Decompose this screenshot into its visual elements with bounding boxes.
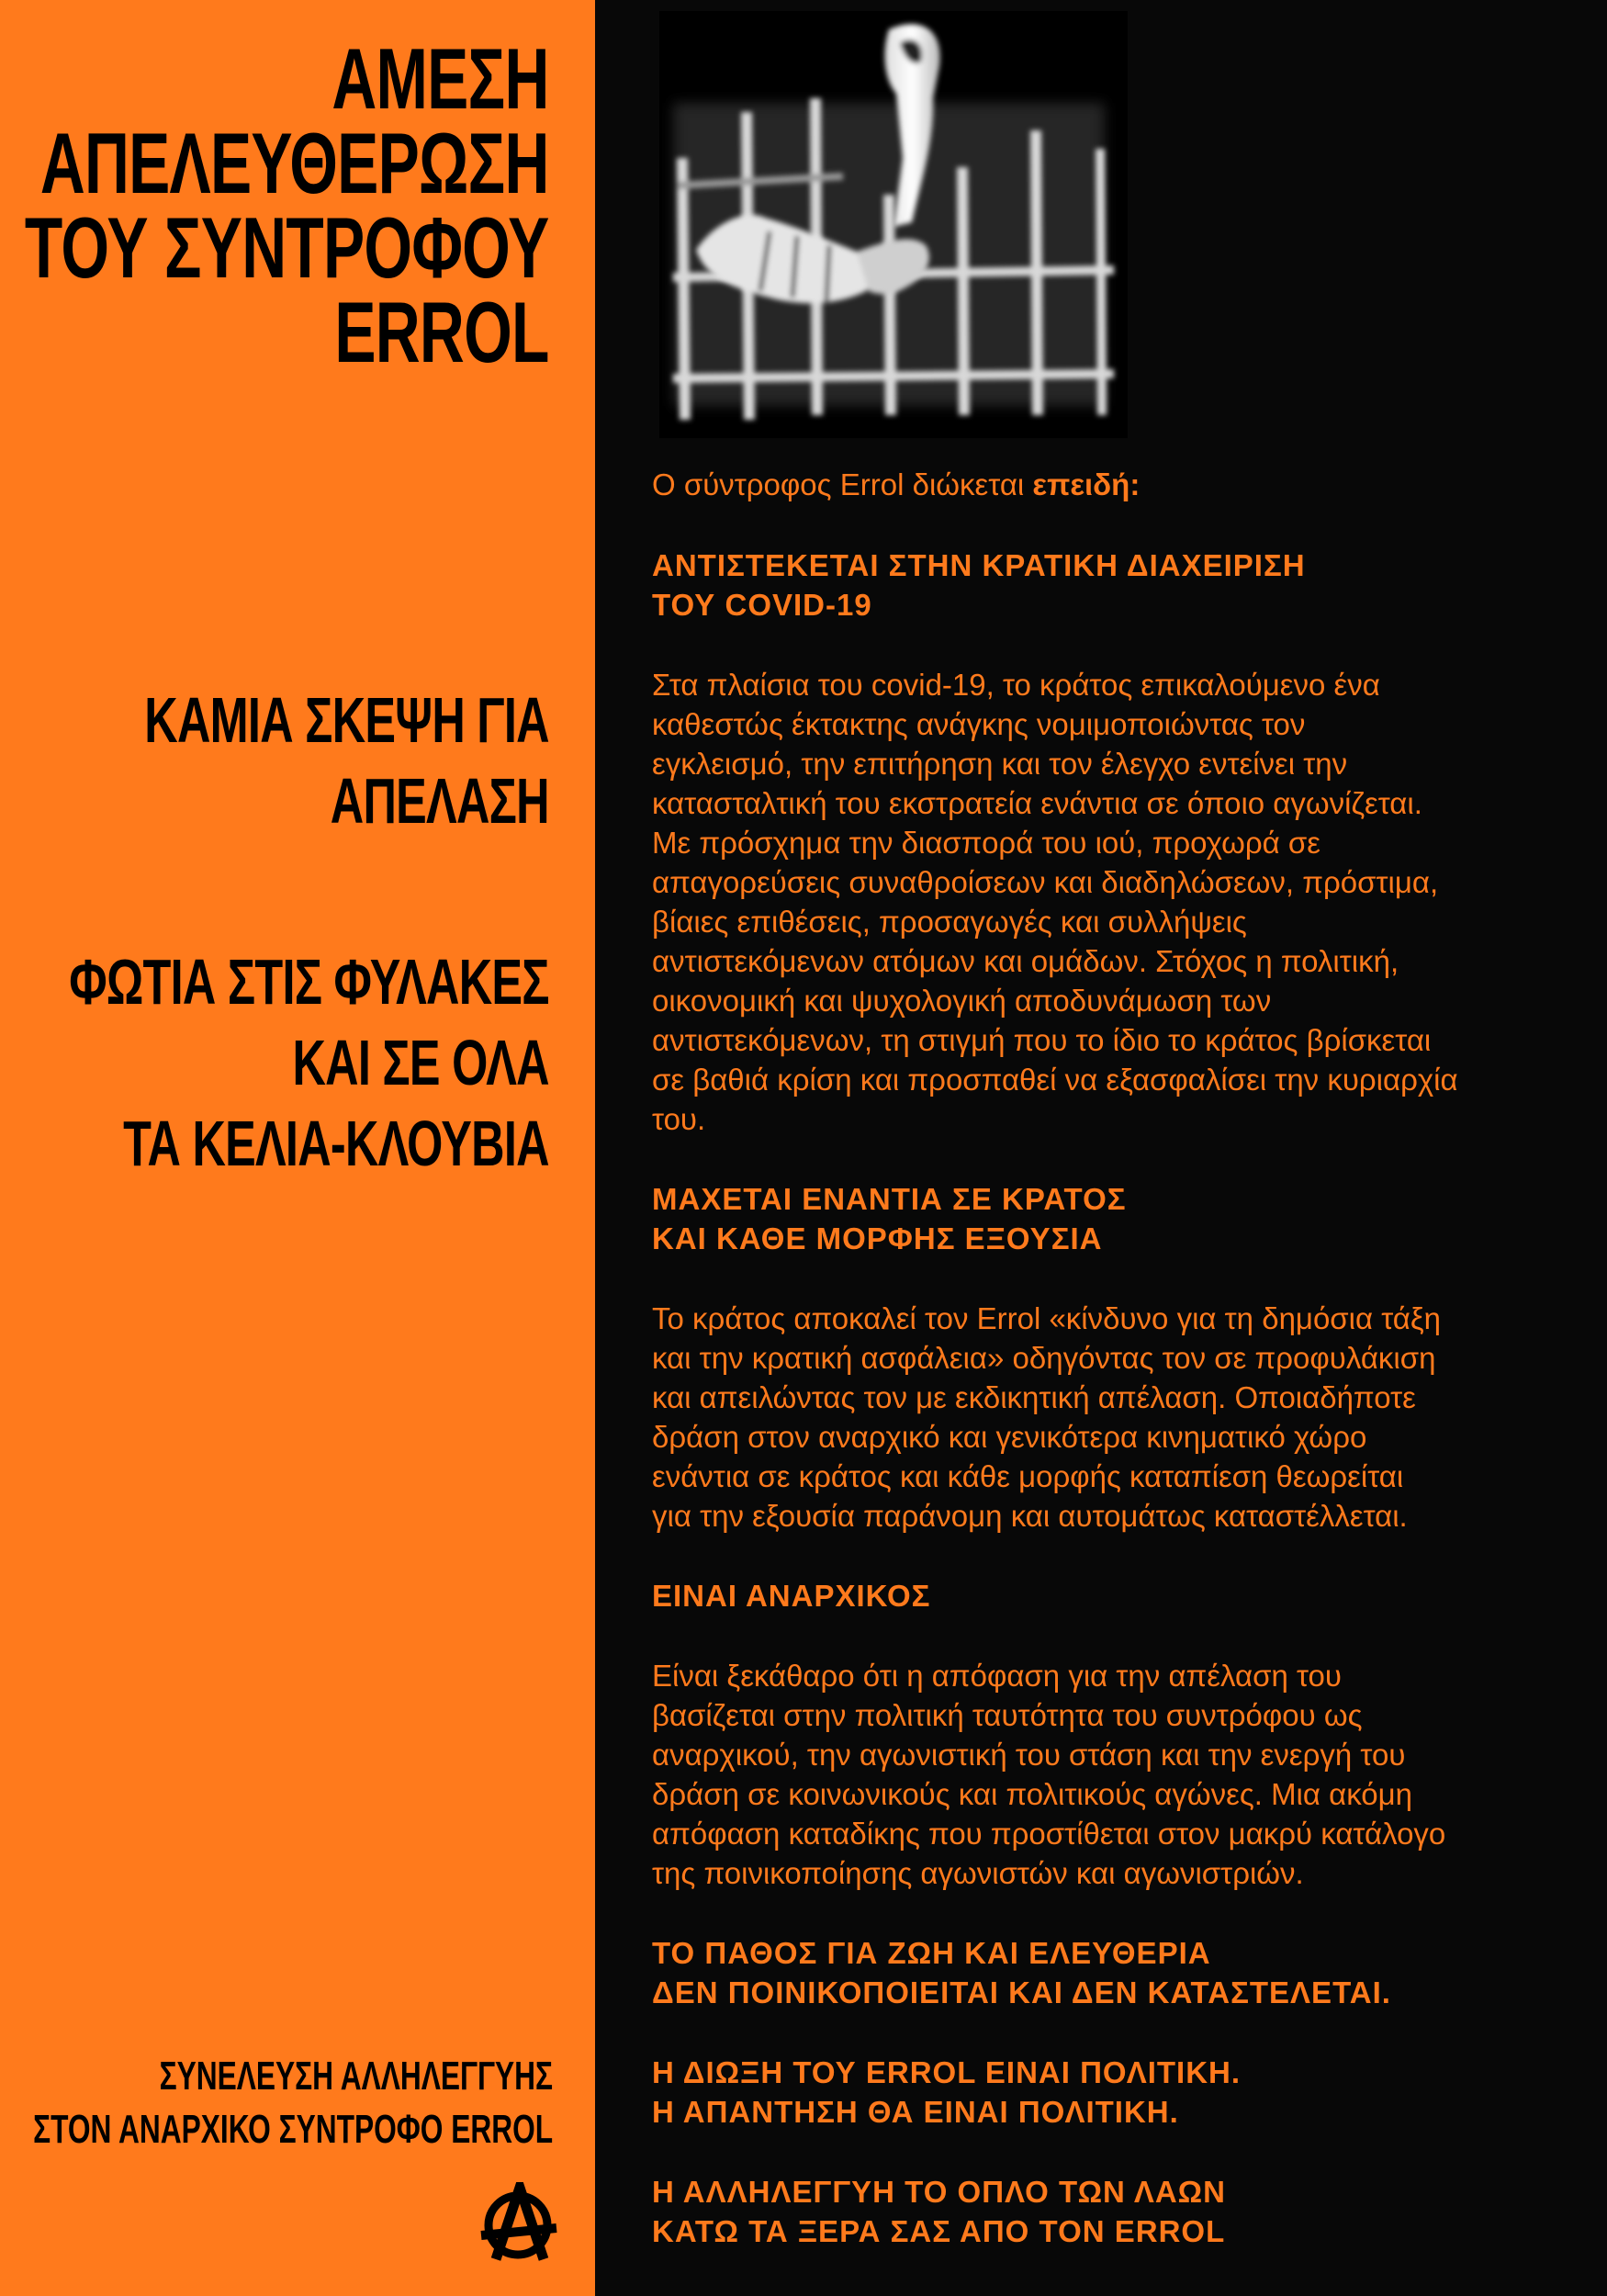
- headline-line: ΑΜΕΣΗ: [332, 30, 549, 127]
- deportation-slogan: [144, 680, 549, 841]
- paragraph-line: κατασταλτική του εκστρατεία ενάντια σε όποιο αγωνίζεται.: [652, 786, 1422, 820]
- paragraph-line: Είναι ξεκάθαρο ότι η απόφαση για την απέλαση του: [652, 1659, 1342, 1693]
- closing-slogan: [652, 2053, 1570, 2132]
- section-heading: [652, 1179, 1570, 1258]
- paragraph-line: Στα πλαίσια του covid-19, το κράτος επικαλούμενο ένα: [652, 668, 1380, 702]
- signature-line: ΣΥΝΕΛΕΥΣΗ ΑΛΛΗΛΕΓΓΥΗΣ: [159, 2054, 553, 2099]
- slogan-line: Η ΑΛΛΗΛΕΓΓΥΗ ΤΟ ΟΠΛΟ ΤΩΝ ΛΑΩΝ: [652, 2175, 1226, 2209]
- paragraph-line: καθεστώς έκτακτης ανάγκης νομιμοποιώντας τον: [652, 707, 1306, 741]
- heading-line: ΑΝΤΙΣΤΕΚΕΤΑΙ ΣΤΗΝ ΚΡΑΤΙΚΗ ΔΙΑΧΕΙΡΙΣΗ: [652, 548, 1306, 582]
- intro-line: [652, 465, 1570, 504]
- slogan-line: ΚΑΙ ΣΕ ΟΛΑ: [292, 1027, 549, 1098]
- paragraph-line: αντιστεκόμενων, τη στιγμή που το ίδιο το κράτος βρίσκεται: [652, 1023, 1432, 1057]
- paragraph-line: αναρχικού, την αγωνιστική του στάση και την ενεργή του: [652, 1738, 1406, 1772]
- paragraph-line: βασίζεται στην πολιτική ταυτότητα του συντρόφου ως: [652, 1698, 1363, 1732]
- slogan-line: Η ΑΠΑΝΤΗΣΗ ΘΑ ΕΙΝΑΙ ΠΟΛΙΤΙΚΗ.: [652, 2095, 1179, 2129]
- article-content: [652, 465, 1570, 2251]
- paragraph-line: της ποινικοποίησης αγωνιστών και αγωνιστριών.: [652, 1856, 1304, 1890]
- slogan-line: ΔΕΝ ΠΟΙΝΙΚΟΠΟΙΕΙΤΑΙ ΚΑΙ ΔΕΝ ΚΑΤΑΣΤΕΛΕΤΑΙ.: [652, 1975, 1391, 2009]
- headline-line: ΤΟΥ ΣΥΝΤΡΟΦΟΥ: [25, 199, 549, 296]
- section-heading: [652, 1576, 1570, 1615]
- paragraph-line: σε βαθιά κρίση και προσπαθεί να εξασφαλίσει την κυριαρχία: [652, 1063, 1458, 1097]
- assembly-signature: [33, 2050, 553, 2156]
- paragraph-line: ενάντια σε κράτος και κάθε μορφής καταπίεση θεωρείται: [652, 1459, 1404, 1493]
- paragraph-line: οικονομική και ψυχολογική αποδυνάμωση των: [652, 984, 1272, 1018]
- slogan-line: ΤΟ ΠΑΘΟΣ ΓΙΑ ΖΩΗ ΚΑΙ ΕΛΕΥΘΕΡΙΑ: [652, 1936, 1211, 1970]
- paragraph-line: Το κράτος αποκαλεί τον Errol «κίνδυνο για τη δημόσια τάξη: [652, 1301, 1442, 1335]
- left-panel: [0, 0, 595, 2296]
- heading-line: ΕΙΝΑΙ ΑΝΑΡΧΙΚΟΣ: [652, 1579, 931, 1613]
- slogan-line: ΦΩΤΙΑ ΣΤΙΣ ΦΥΛΑΚΕΣ: [69, 946, 549, 1018]
- slogan-line: ΚΑΤΩ ΤΑ ΞΕΡΑ ΣΑΣ ΑΠΟ ΤΟΝ ERROL: [652, 2214, 1226, 2248]
- right-panel: [595, 0, 1607, 2296]
- anarchy-symbol-icon: [478, 2182, 558, 2265]
- body-paragraph: [652, 665, 1570, 1139]
- heading-line: ΜΑΧΕΤΑΙ ΕΝΑΝΤΙΑ ΣΕ ΚΡΑΤΟΣ: [652, 1182, 1127, 1216]
- main-headline: [25, 30, 550, 380]
- heading-line: ΤΟΥ COVID-19: [652, 588, 872, 622]
- paragraph-line: εγκλεισμό, την επιτήρηση και τον έλεγχο εντείνει την: [652, 747, 1348, 781]
- body-paragraph: [652, 1299, 1570, 1536]
- slogan-line: ΑΠΕΛΑΣΗ: [330, 765, 549, 837]
- signature-line: ΣΤΟΝ ΑΝΑΡΧΙΚΟ ΣΥΝΤΡΟΦΟ ERROL: [33, 2107, 553, 2152]
- section-heading: [652, 546, 1570, 625]
- paragraph-line: αντιστεκόμενων ατόμων και ομάδων. Στόχος η πολιτική,: [652, 944, 1399, 978]
- slogan-line: Η ΔΙΩΞΗ ΤΟΥ ERROL ΕΙΝΑΙ ΠΟΛΙΤΙΚΗ.: [652, 2055, 1242, 2089]
- body-paragraph: [652, 1656, 1570, 1893]
- paragraph-line: Με πρόσχημα την διασπορά του ιού, προχωρά σε: [652, 826, 1320, 860]
- slogan-line: ΤΑ ΚΕΛΙΑ-ΚΛΟΥΒΙΑ: [123, 1108, 549, 1179]
- prisons-slogan: [69, 941, 549, 1184]
- closing-slogan: [652, 1933, 1570, 2012]
- paragraph-line: απαγορεύσεις συναθροίσεων και διαδηλώσεων, πρόστιμα,: [652, 865, 1439, 899]
- intro-text: Ο σύντροφος Errol διώκεται: [652, 467, 1033, 501]
- paragraph-line: του.: [652, 1102, 706, 1136]
- intro-bold: επειδή:: [1032, 467, 1141, 501]
- paragraph-line: και την κρατική ασφάλεια» οδηγόντας τον σε προφυλάκιση: [652, 1341, 1436, 1375]
- prison-bars-fist-image: [659, 11, 1128, 438]
- headline-line: ERROL: [334, 284, 549, 380]
- heading-line: ΚΑΙ ΚΑΘΕ ΜΟΡΦΗΣ ΕΞΟΥΣΙΑ: [652, 1221, 1103, 1255]
- headline-line: ΑΠΕΛΕΥΘΕΡΩΣΗ: [40, 115, 550, 211]
- slogan-line: ΚΑΜΙΑ ΣΚΕΨΗ ΓΙΑ: [144, 684, 549, 756]
- closing-slogan: [652, 2172, 1570, 2251]
- paragraph-line: και απειλώντας τον με εκδικητική απέλαση. Οποιαδήποτε: [652, 1380, 1416, 1414]
- paragraph-line: βίαιες επιθέσεις, προσαγωγές και συλλήψεις: [652, 905, 1247, 939]
- paragraph-line: για την εξουσία παράνομη και αυτομάτως καταστέλλεται.: [652, 1499, 1408, 1533]
- paragraph-line: δράση σε κοινωνικούς και πολιτικούς αγώνες. Μια ακόμη: [652, 1777, 1413, 1811]
- paragraph-line: δράση στον αναρχικό και γενικότερα κινηματικό χώρο: [652, 1420, 1367, 1454]
- paragraph-line: απόφαση καταδίκης που προστίθεται στον μακρύ κατάλογο: [652, 1817, 1446, 1851]
